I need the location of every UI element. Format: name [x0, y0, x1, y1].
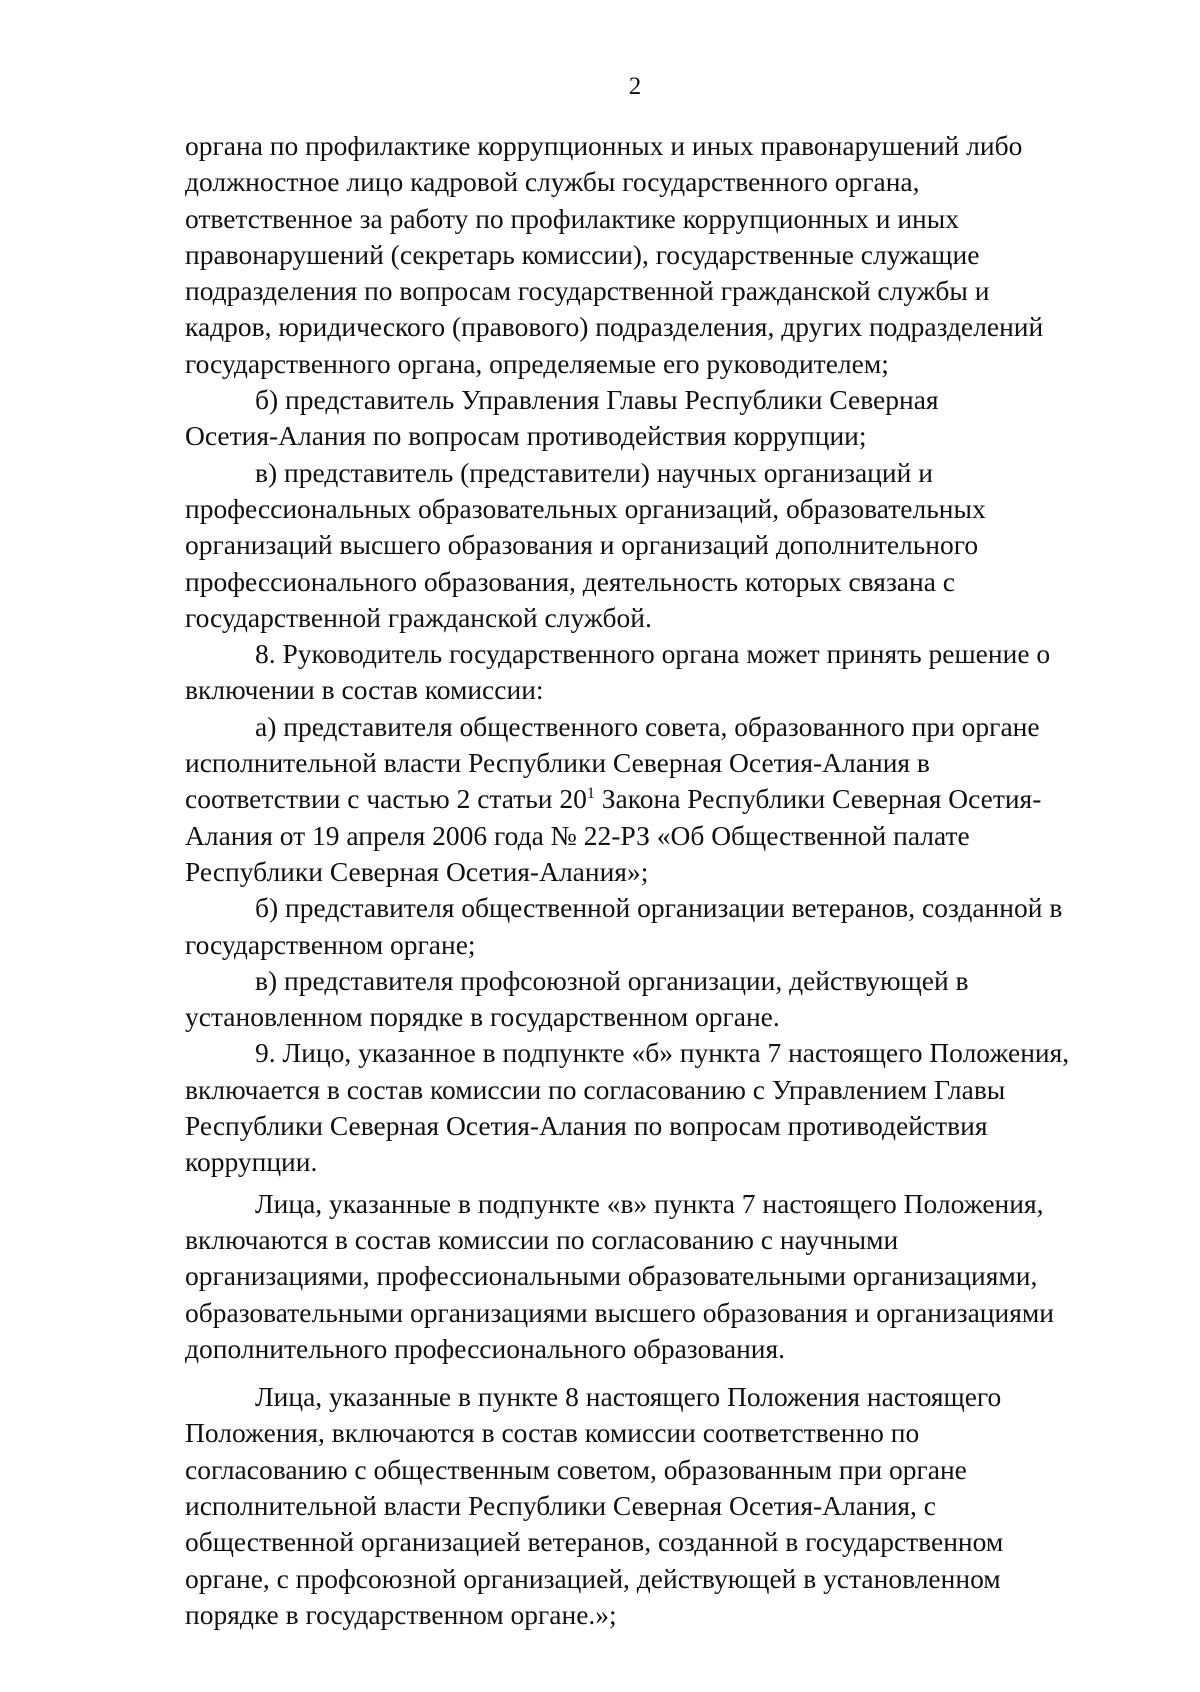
text-line: ответственное за работу по профилактике коррупционных и иных [185, 202, 960, 234]
text-line: Лица, указанные в подпункте «в» пункта 7 настоящего Положения, [255, 1187, 1044, 1219]
text-line [185, 783, 1041, 814]
paragraph-9-persons-8 [185, 1379, 1100, 1633]
paragraph-9-persons-v [185, 1186, 1100, 1367]
text-line: общественной организацией ветеранов, созданной в государственном [185, 1526, 1004, 1558]
text-line: коррупции. [185, 1146, 318, 1178]
text-line: организаций высшего образования и организаций дополнительного [185, 529, 979, 561]
text-line: порядке в государственном органе.»; [185, 1598, 617, 1630]
text-line: государственной гражданской службой. [185, 601, 652, 633]
text-line: кадров, юридического (правового) подразделения, других подразделений [185, 311, 1044, 343]
text-line: организациями, профессиональными образовательными организациями, [185, 1260, 1038, 1292]
text-line: должностное лицо кадровой службы государственного органа, [185, 166, 920, 198]
text-line: образовательными организациями высшего образования и организациями [185, 1296, 1054, 1328]
document-body [185, 128, 1100, 1633]
text-line: б) представитель Управления Главы Республики Северная [255, 384, 939, 416]
text-line: включается в состав комиссии по согласованию с Управлением Главы [185, 1073, 1006, 1105]
text-line: б) представителя общественной организации ветеранов, созданной в [255, 892, 1063, 924]
text-line: государственного органа, определяемые его руководителем; [185, 347, 889, 379]
text-line: профессионального образования, деятельность которых связана с [185, 565, 956, 597]
text-line: установленном порядке в государственном органе. [185, 1001, 780, 1033]
paragraph-7v [185, 455, 1100, 636]
text-line: Республики Северная Осетия-Алания»; [185, 855, 649, 887]
text-line: органа по профилактике коррупционных и иных правонарушений либо [185, 130, 1023, 161]
text-line: дополнительного профессионального образования. [185, 1332, 786, 1364]
text-line: в) представителя профсоюзной организации, действующей в [255, 964, 969, 996]
paragraph-7b [185, 382, 1100, 455]
paragraph-9 [185, 1035, 1100, 1180]
text-line: согласованию с общественным советом, образованным при органе [185, 1453, 967, 1485]
text-line: Осетия-Алания по вопросам противодействия коррупции; [185, 420, 867, 452]
text-line: включаются в состав комиссии по согласованию с научными [185, 1223, 899, 1255]
text-line: а) представителя общественного совета, образованного при органе [255, 710, 1040, 742]
text-line: Положения, включаются в состав комиссии соответственно по [185, 1417, 920, 1449]
text-line: правонарушений (секретарь комиссии), государственные служащие [185, 238, 980, 270]
paragraph-8a [185, 709, 1100, 890]
text-fragment: Закона Республики Северная Осетия- [594, 783, 1042, 815]
text-line: 9. Лицо, указанное в подпункте «б» пункта 7 настоящего Положения, [255, 1037, 1070, 1069]
text-line: Республики Северная Осетия-Алания по вопросам противодействия [185, 1110, 988, 1142]
text-line: профессиональных образовательных организаций, образовательных [185, 492, 986, 524]
superscript-article-number: 1 [586, 785, 595, 803]
text-line: органе, с профсоюзной организацией, действующей в установленном [185, 1562, 1001, 1594]
text-line: исполнительной власти Республики Северная Осетия-Алания, с [185, 1489, 937, 1521]
text-line: 8. Руководитель государственного органа может принять решение о [255, 638, 1051, 670]
paragraph-7a-continuation [185, 128, 1100, 382]
paragraph-8b [185, 890, 1100, 963]
text-line: Лица, указанные в пункте 8 настоящего Положения настоящего [255, 1381, 1002, 1413]
page-number: 2 [628, 73, 642, 100]
text-line: государственном органе; [185, 928, 476, 960]
paragraph-8v [185, 963, 1100, 1036]
text-line: подразделения по вопросам государственной гражданской службы и [185, 275, 990, 307]
text-line: в) представитель (представители) научных организаций и [255, 456, 933, 488]
text-fragment: соответствии с частью 2 статьи 20 [185, 783, 587, 815]
text-line: включении в состав комиссии: [185, 674, 544, 706]
text-line: Алания от 19 апреля 2006 года № 22-РЗ «Об Общественной палате [185, 819, 970, 851]
paragraph-8 [185, 636, 1100, 709]
text-line: исполнительной власти Республики Северная Осетия-Алания в [185, 747, 930, 779]
